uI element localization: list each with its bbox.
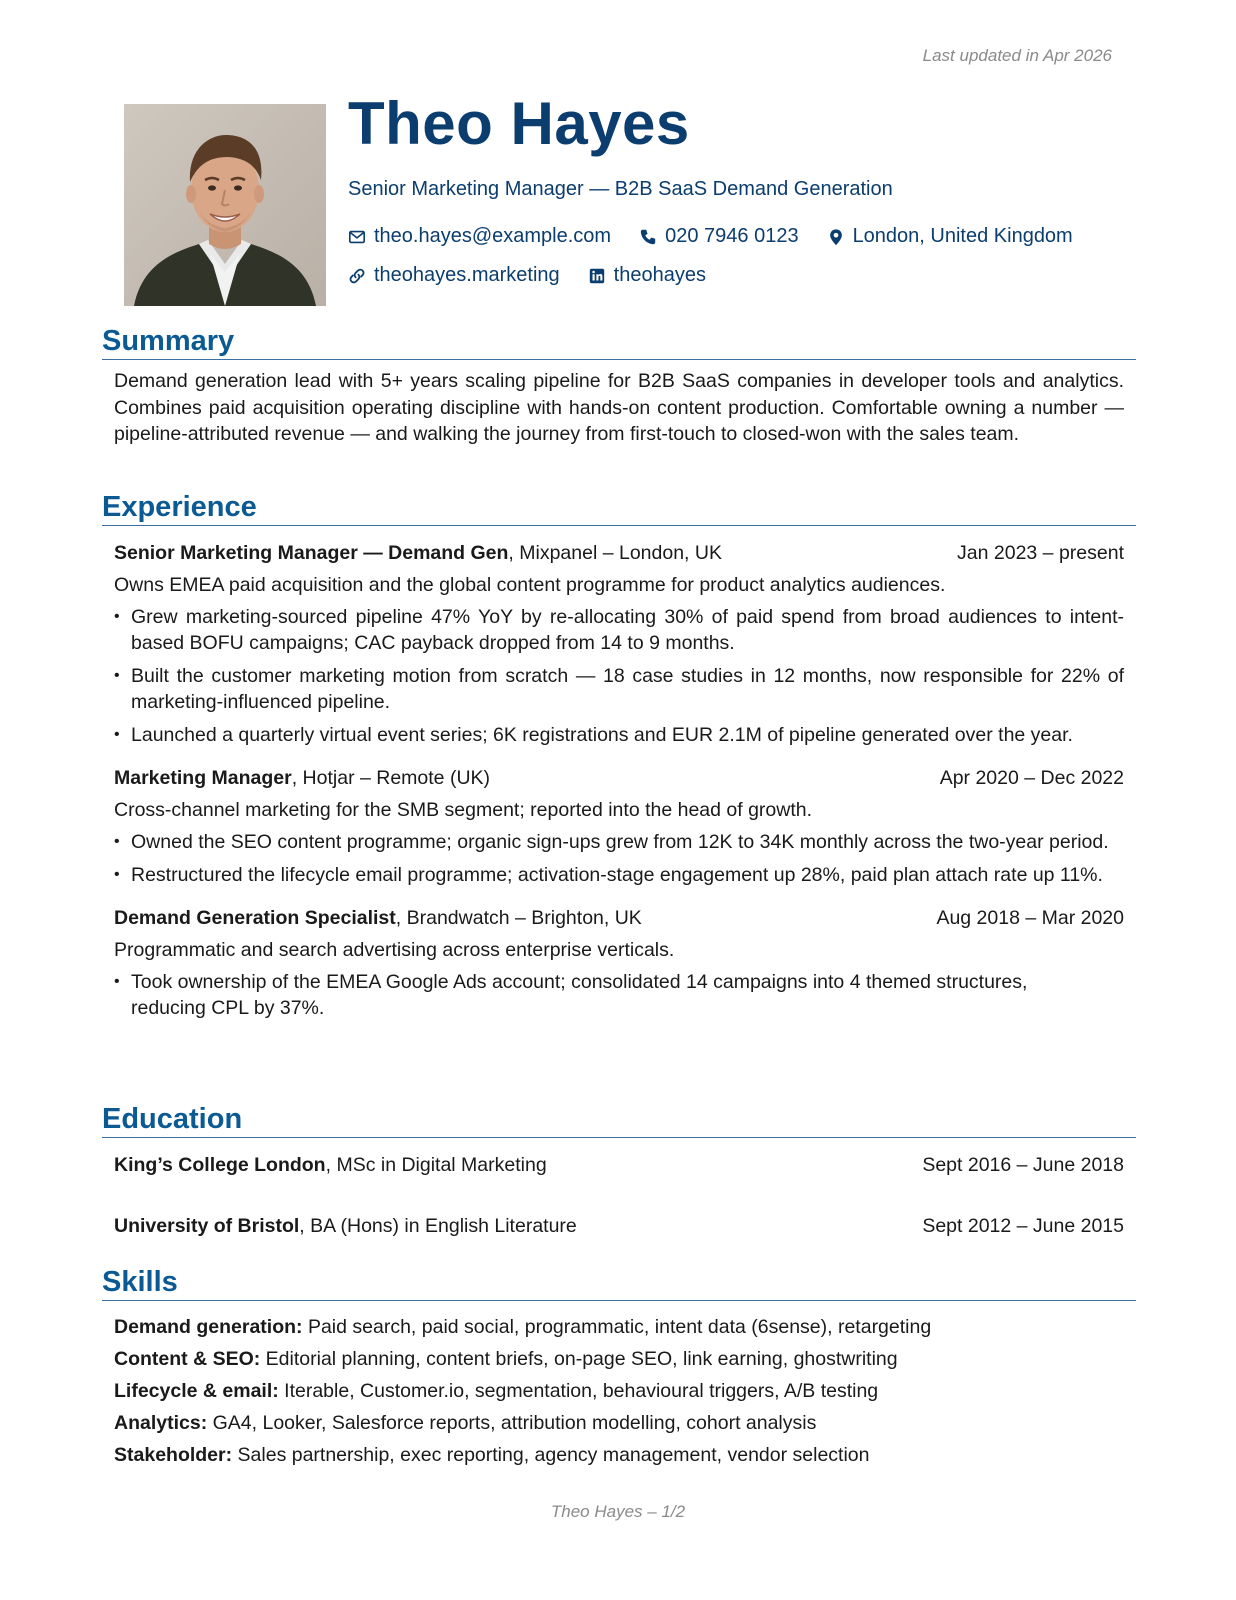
skill-value: GA4, Looker, Salesforce reports, attribution modelling, cohort analysis — [207, 1412, 817, 1434]
skill-label: Demand generation: — [114, 1316, 303, 1338]
summary-section — [102, 324, 1136, 448]
contact-email[interactable] — [348, 225, 611, 248]
website-text[interactable]: theohayes.marketing — [374, 264, 560, 286]
skill-line — [114, 1439, 1124, 1471]
header — [348, 88, 1128, 287]
school-name: University of Bristol — [114, 1215, 300, 1237]
skills-title: Skills — [102, 1265, 1136, 1301]
contact-row-1 — [348, 225, 1128, 248]
bullet-item: • Took ownership of the EMEA Google Ads account; consolidated 14 campaigns into 4 themed structures, reducing CPL by 37%. — [114, 971, 1028, 1019]
job-org: , Brandwatch – Brighton, UK — [395, 907, 642, 929]
job-bullets — [114, 829, 1124, 888]
skill-value: Editorial planning, content briefs, on-page SEO, link earning, ghostwriting — [260, 1348, 898, 1370]
bullet-item: • Grew marketing-sourced pipeline 47% YoY by re-allocating 30% of paid spend from broad audiences to intent-based BOFU campaigns; CAC payback dropped from 14 to 9 months. — [114, 606, 1124, 654]
job-description: Cross-channel marketing for the SMB segment; reported into the head of growth. — [114, 799, 813, 821]
skill-line — [114, 1375, 1124, 1407]
skill-label: Lifecycle & email: — [114, 1380, 279, 1402]
job-dates: Jan 2023 – present — [957, 542, 1124, 564]
skill-label: Analytics: — [114, 1412, 208, 1434]
bullet-dot: • — [114, 833, 120, 850]
contact-phone[interactable] — [639, 225, 798, 248]
contact-linkedin[interactable] — [588, 264, 706, 287]
education-title: Education — [102, 1102, 1136, 1138]
job-bullets — [114, 969, 1124, 1021]
skill-label: Stakeholder: — [114, 1444, 233, 1466]
summary-title: Summary — [102, 324, 1136, 360]
experience-section — [102, 490, 1136, 1028]
skill-value: Sales partnership, exec reporting, agency management, vendor selection — [232, 1444, 870, 1466]
bullet-item: • Built the customer marketing motion from scratch — 18 case studies in 12 months, now responsible for 22% of marketing-influenced pipeline. — [114, 665, 1124, 713]
job-dates: Apr 2020 – Dec 2022 — [939, 767, 1124, 789]
bullet-dot: • — [114, 608, 120, 625]
linkedin-icon — [588, 267, 606, 285]
location-pin-icon — [827, 228, 845, 246]
bullet-dot: • — [114, 866, 120, 883]
profile-photo — [124, 104, 326, 306]
profile-photo-illustration — [124, 104, 326, 306]
link-icon — [348, 267, 366, 285]
job-description: Programmatic and search advertising across enterprise verticals. — [114, 939, 675, 961]
job-entry — [114, 540, 1124, 748]
phone-text[interactable]: 020 7946 0123 — [665, 225, 799, 247]
bullet-dot: • — [114, 667, 120, 684]
skill-line — [114, 1407, 1124, 1439]
page-footer: Theo Hayes – 1/2 — [550, 1502, 686, 1521]
skill-value: Iterable, Customer.io, segmentation, behavioural triggers, A/B testing — [278, 1380, 879, 1402]
bullet-dot: • — [114, 726, 120, 743]
degree: , MSc in Digital Marketing — [325, 1154, 547, 1176]
skill-value: Paid search, paid social, programmatic, intent data (6sense), retargeting — [302, 1316, 932, 1338]
job-entry — [114, 765, 1124, 888]
email-text[interactable]: theo.hayes@example.com — [374, 225, 612, 247]
job-header — [114, 905, 1124, 931]
job-entry — [114, 905, 1124, 1021]
phone-icon — [639, 228, 657, 246]
education-dates: Sept 2012 – June 2015 — [922, 1215, 1124, 1237]
skills-section — [102, 1265, 1136, 1471]
skill-line — [114, 1311, 1124, 1343]
job-bullets — [114, 604, 1124, 748]
last-updated: Last updated in Apr 2026 — [922, 46, 1112, 65]
experience-title: Experience — [102, 490, 1136, 526]
skill-label: Content & SEO: — [114, 1348, 261, 1370]
job-role: Demand Generation Specialist — [114, 907, 396, 929]
degree: , BA (Hons) in English Literature — [299, 1215, 577, 1237]
school-name: King’s College London — [114, 1154, 326, 1176]
contact-website[interactable] — [348, 264, 560, 287]
linkedin-text[interactable]: theohayes — [613, 264, 706, 286]
contact-location — [827, 225, 1073, 248]
job-header — [114, 540, 1124, 566]
job-header — [114, 765, 1124, 791]
summary-text: Demand generation lead with 5+ years scaling pipeline for B2B SaaS companies in developer tools and analytics. Combines paid acquisition operating discipline with hands-on content production. Comfortable owning a number — pipeline-attributed revenue — and walking the journey from first-touch to closed-won with the sales team. — [114, 370, 1124, 445]
bullet-item: • Owned the SEO content programme; organic sign-ups grew from 12K to 34K monthly across the two-year period. — [114, 831, 1109, 853]
job-description: Owns EMEA paid acquisition and the global content programme for product analytics audiences. — [114, 574, 946, 596]
bullet-item: • Launched a quarterly virtual event series; 6K registrations and EUR 2.1M of pipeline generated over the year. — [114, 724, 1073, 746]
job-role: Marketing Manager — [114, 767, 292, 789]
bullet-dot: • — [114, 973, 120, 990]
contact-row-2 — [348, 264, 1128, 287]
job-role: Senior Marketing Manager — Demand Gen — [114, 542, 509, 564]
education-dates: Sept 2016 – June 2018 — [922, 1154, 1124, 1176]
mail-icon — [348, 228, 366, 246]
skill-line — [114, 1343, 1124, 1375]
location-text: London, United Kingdom — [852, 225, 1073, 247]
education-section — [102, 1102, 1136, 1239]
bullet-item: • Restructured the lifecycle email programme; activation-stage engagement up 28%, paid plan attach rate up 11%. — [114, 864, 1103, 886]
headline: Senior Marketing Manager — B2B SaaS Demand Generation — [348, 178, 893, 200]
education-entry — [114, 1213, 1124, 1239]
job-org: , Hotjar – Remote (UK) — [291, 767, 491, 789]
job-org: , Mixpanel – London, UK — [508, 542, 722, 564]
education-entry — [114, 1152, 1124, 1178]
job-dates: Aug 2018 – Mar 2020 — [936, 907, 1124, 929]
full-name: Theo Hayes — [348, 90, 690, 157]
